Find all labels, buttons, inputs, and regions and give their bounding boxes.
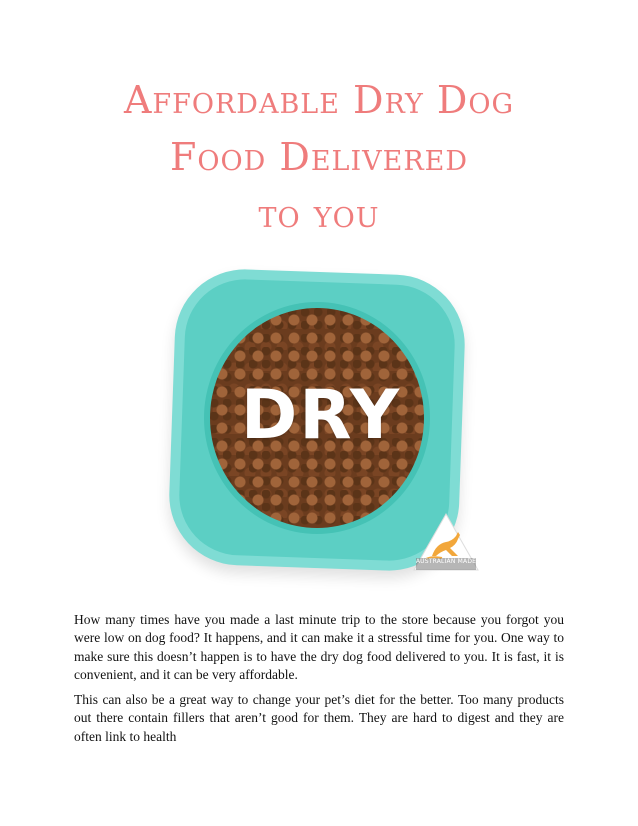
title-line-3: to you <box>258 192 380 236</box>
title-line-1: Affordable Dry Dog <box>123 78 515 122</box>
title-line-2: Food Delivered <box>169 135 469 179</box>
dry-label: DRY <box>240 376 402 455</box>
dog-food-bowl-image <box>160 268 482 584</box>
badge-label: AUSTRALIAN MADE <box>415 558 477 565</box>
paragraph-2: This can also be a great way to change your pet’s diet for the better. Too many products out there contain fillers that aren’t good for them. They are hard to digest and they are often link to health <box>74 692 564 744</box>
page-title <box>0 72 638 243</box>
article-body <box>74 611 564 753</box>
paragraph-1: How many times have you made a last minute trip to the store because you forgot you were low on dog food? It happens, and it can make it a stressful time for you. One way to make sure this doesn’t happen is to have the dry dog food delivered to you. It is fast, it is convenient, and it can be very affordable. <box>74 612 564 682</box>
australian-made-badge <box>412 512 480 572</box>
